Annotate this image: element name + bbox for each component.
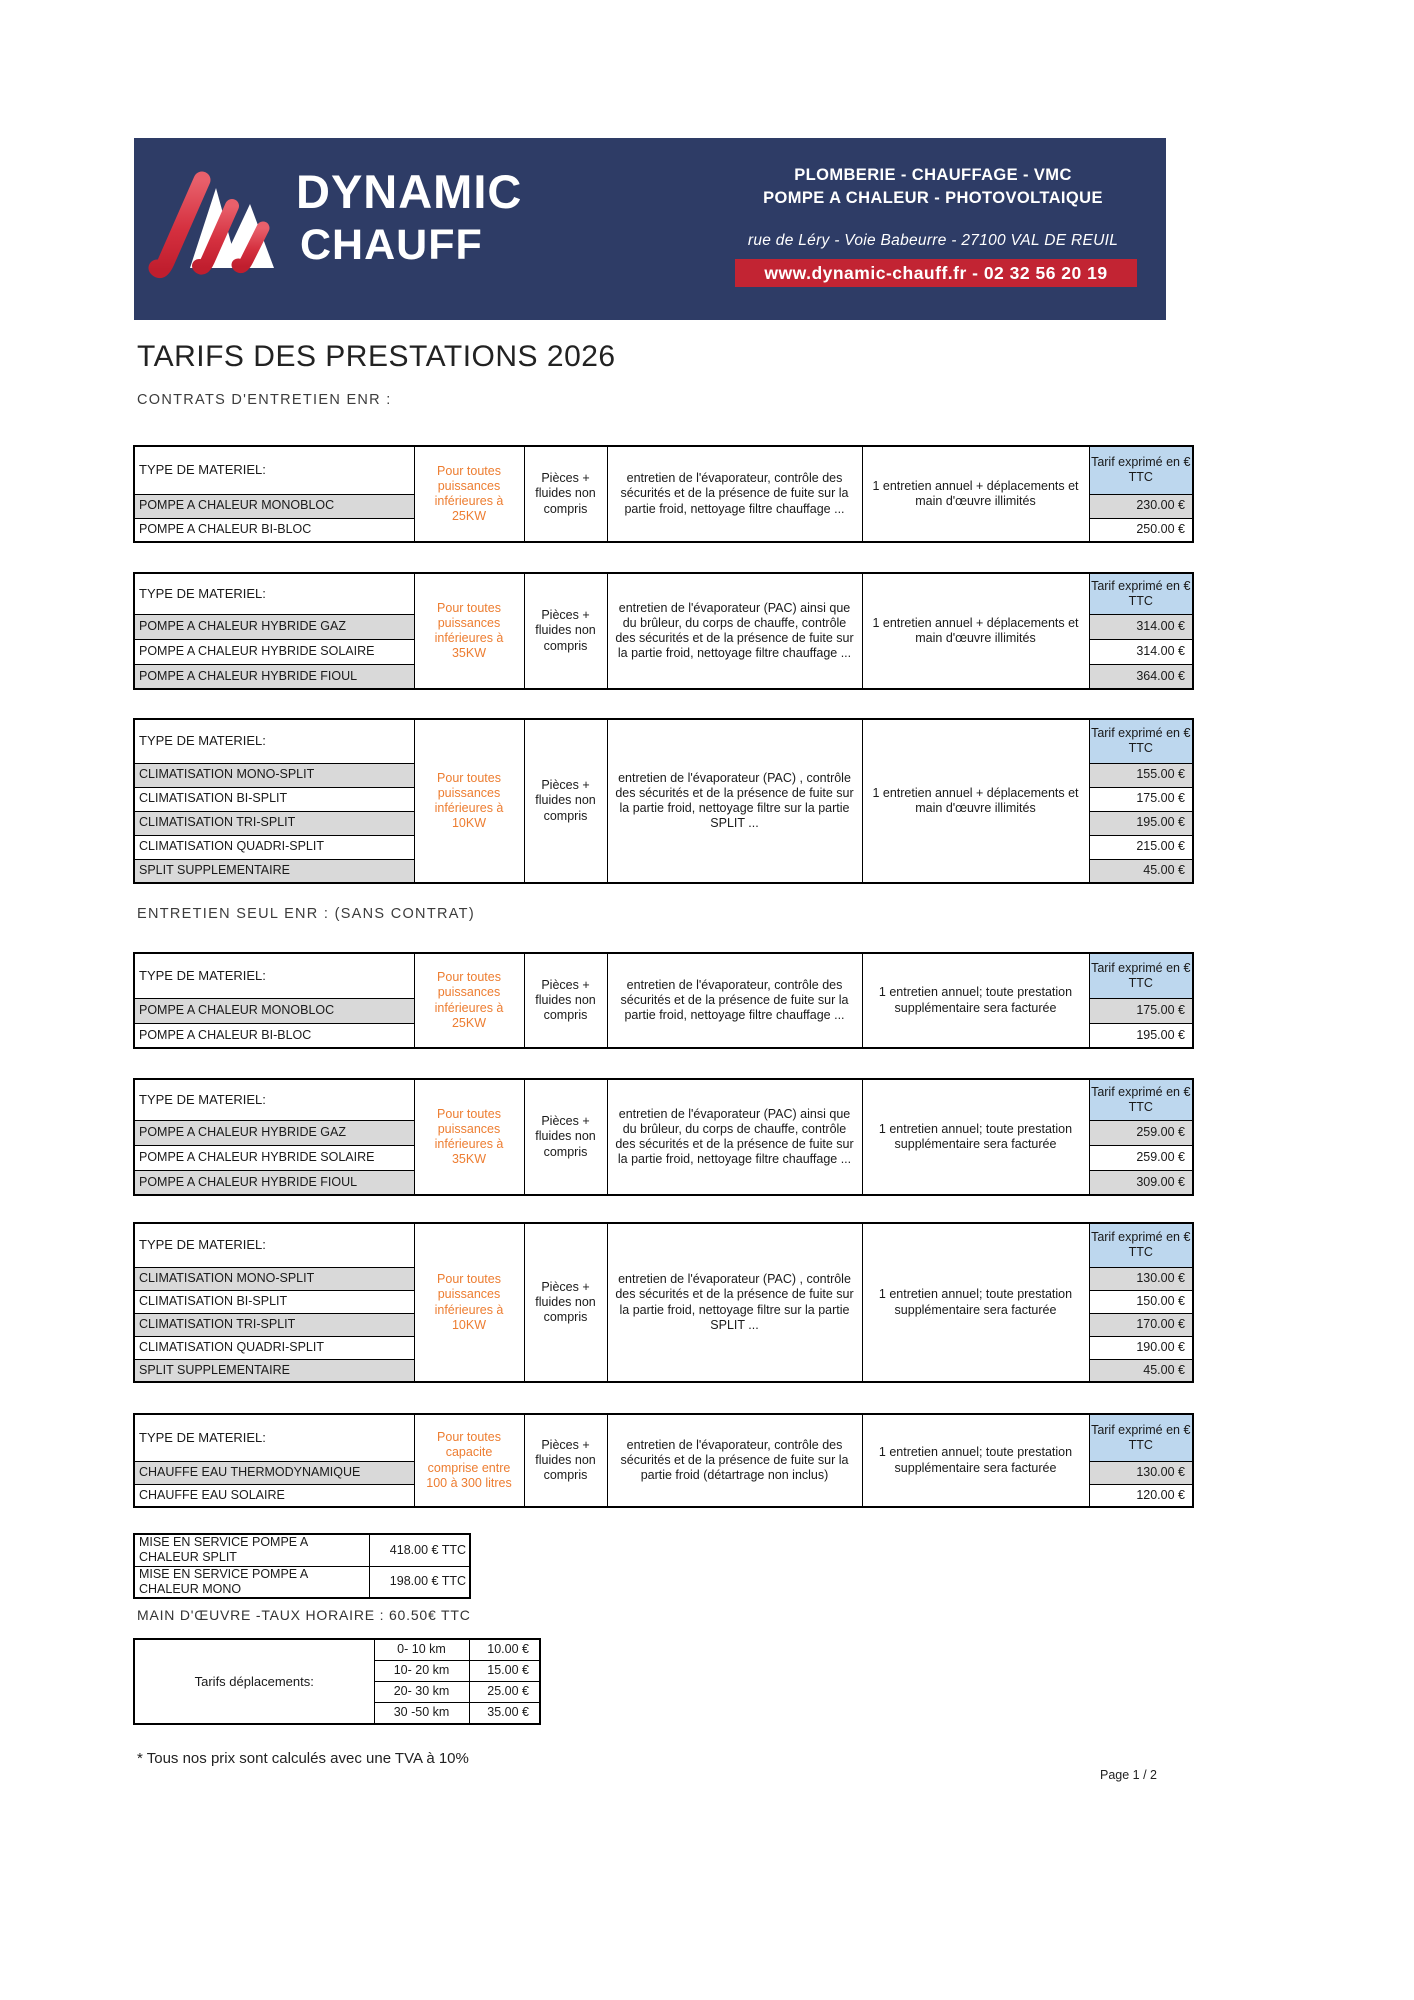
pieces-fluides-cell: Pièces + fluides non compris: [524, 1414, 607, 1507]
service-terms-cell: 1 entretien annuel; toute prestation supplémentaire sera facturée: [862, 1223, 1089, 1382]
material-label: SPLIT SUPPLEMENTAIRE: [134, 1359, 414, 1382]
service-label: MISE EN SERVICE POMPE A CHALEUR SPLIT: [134, 1534, 369, 1566]
pieces-fluides-cell: Pièces + fluides non compris: [524, 573, 607, 689]
material-label: CLIMATISATION MONO-SPLIT: [134, 1267, 414, 1290]
price-value: 195.00 €: [1089, 811, 1193, 835]
price-value: 25.00 €: [469, 1682, 540, 1703]
company-logo-icon: [144, 162, 294, 290]
distance-range: 20- 30 km: [374, 1682, 469, 1703]
deplacements-label: Tarifs déplacements:: [134, 1639, 374, 1724]
tarif-header-cell: Tarif exprimé en € TTC: [1089, 573, 1193, 614]
material-label: POMPE A CHALEUR HYBRIDE GAZ: [134, 614, 414, 639]
tarif-header-cell: Tarif exprimé en € TTC: [1089, 719, 1193, 763]
service-terms-cell: 1 entretien annuel + déplacements et main d'œuvre illimités: [862, 446, 1089, 542]
price-table-contrat-climatisation: [133, 718, 1194, 884]
material-label: POMPE A CHALEUR HYBRIDE FIOUL: [134, 664, 414, 689]
table-grid: [133, 718, 1194, 884]
power-range-cell: Pour toutes puissances inférieures à 35KW: [414, 573, 524, 689]
price-value: 314.00 €: [1089, 639, 1193, 664]
type-de-materiel-header: TYPE DE MATERIEL:: [134, 1223, 414, 1267]
logo-text-dynamic: DYNAMIC: [296, 165, 523, 218]
table-grid: [133, 1222, 1194, 1383]
type-de-materiel-header: TYPE DE MATERIEL:: [134, 719, 414, 763]
page-title: TARIFS DES PRESTATIONS 2026: [137, 340, 616, 373]
service-terms-cell: 1 entretien annuel; toute prestation supplémentaire sera facturée: [862, 1079, 1089, 1195]
power-range-cell: Pour toutes puissances inférieures à 25KW: [414, 446, 524, 542]
type-de-materiel-header: TYPE DE MATERIEL:: [134, 1414, 414, 1461]
material-label: CLIMATISATION QUADRI-SPLIT: [134, 835, 414, 859]
material-label: CLIMATISATION QUADRI-SPLIT: [134, 1336, 414, 1359]
page-number: Page 1 / 2: [1100, 1768, 1157, 1782]
table-row: [134, 1534, 470, 1566]
price-table-contrat-pac: [133, 445, 1194, 543]
price-value: 45.00 €: [1089, 859, 1193, 883]
price-value: 364.00 €: [1089, 664, 1193, 689]
deplacements-table: [133, 1638, 541, 1725]
material-label: POMPE A CHALEUR MONOBLOC: [134, 494, 414, 518]
material-label: CHAUFFE EAU THERMODYNAMIQUE: [134, 1461, 414, 1484]
material-label: CLIMATISATION BI-SPLIT: [134, 1290, 414, 1313]
material-label: CLIMATISATION MONO-SPLIT: [134, 763, 414, 787]
price-value: 230.00 €: [1089, 494, 1193, 518]
table-grid: [133, 445, 1194, 543]
power-range-cell: Pour toutes puissances inférieures à 10KW: [414, 719, 524, 883]
logo-text-chauff: CHAUFF: [300, 221, 483, 269]
description-cell: entretien de l'évaporateur, contrôle des sécurités et de la présence de fuite sur la partie froid (détartrage non inclus): [607, 1414, 862, 1507]
tarif-header-cell: Tarif exprimé en € TTC: [1089, 446, 1193, 494]
type-de-materiel-header: TYPE DE MATERIEL:: [134, 573, 414, 614]
description-cell: entretien de l'évaporateur, contrôle des sécurités et de la présence de fuite sur la partie froid, nettoyage filtre chauffage ...: [607, 953, 862, 1048]
table-grid: [133, 952, 1194, 1049]
tarif-header-cell: Tarif exprimé en € TTC: [1089, 1414, 1193, 1461]
material-label: POMPE A CHALEUR HYBRIDE SOLAIRE: [134, 1145, 414, 1170]
price-value: 130.00 €: [1089, 1461, 1193, 1484]
price-value: 150.00 €: [1089, 1290, 1193, 1313]
power-range-cell: Pour toutes capacite comprise entre 100 à 300 litres: [414, 1414, 524, 1507]
price-table-seul-climatisation: [133, 1222, 1194, 1383]
material-label: POMPE A CHALEUR HYBRIDE FIOUL: [134, 1170, 414, 1195]
material-label: POMPE A CHALEUR MONOBLOC: [134, 998, 414, 1023]
service-terms-cell: 1 entretien annuel; toute prestation supplémentaire sera facturée: [862, 953, 1089, 1048]
website-phone-bar: www.dynamic-chauff.fr - 02 32 56 20 19: [735, 259, 1137, 287]
address-line: rue de Léry - Voie Babeurre - 27100 VAL DE REUIL: [747, 232, 1119, 249]
service-label: MISE EN SERVICE POMPE A CHALEUR MONO: [134, 1566, 369, 1598]
service-terms-cell: 1 entretien annuel + déplacements et main d'œuvre illimités: [862, 719, 1089, 883]
pieces-fluides-cell: Pièces + fluides non compris: [524, 953, 607, 1048]
table-grid: [133, 1533, 471, 1599]
main-oeuvre-note: MAIN D'ŒUVRE -TAUX HORAIRE : 60.50€ TTC: [137, 1607, 471, 1623]
description-cell: entretien de l'évaporateur (PAC) , contrôle des sécurités et de la présence de fuite sur la partie froid, nettoyage filtre sur la partie SPLIT ...: [607, 1223, 862, 1382]
material-label: POMPE A CHALEUR HYBRIDE SOLAIRE: [134, 639, 414, 664]
material-label: POMPE A CHALEUR HYBRIDE GAZ: [134, 1120, 414, 1145]
distance-range: 30 -50 km: [374, 1703, 469, 1725]
price-value: 198.00 € TTC: [369, 1566, 470, 1598]
tarif-header-cell: Tarif exprimé en € TTC: [1089, 1079, 1193, 1120]
table-grid: [133, 1413, 1194, 1508]
price-table-seul-pac: [133, 952, 1194, 1049]
table-grid: [133, 1638, 541, 1725]
price-value: 175.00 €: [1089, 787, 1193, 811]
distance-range: 10- 20 km: [374, 1661, 469, 1682]
price-value: 155.00 €: [1089, 763, 1193, 787]
pieces-fluides-cell: Pièces + fluides non compris: [524, 446, 607, 542]
section-heading-entretien-seul: ENTRETIEN SEUL ENR : (SANS CONTRAT): [137, 906, 475, 922]
services-line-2: POMPE A CHALEUR - PHOTOVOLTAIQUE: [763, 189, 1103, 207]
material-label: CLIMATISATION TRI-SPLIT: [134, 811, 414, 835]
price-value: 309.00 €: [1089, 1170, 1193, 1195]
price-value: 175.00 €: [1089, 998, 1193, 1023]
price-value: 35.00 €: [469, 1703, 540, 1725]
table-row: [134, 1639, 540, 1661]
pieces-fluides-cell: Pièces + fluides non compris: [524, 1079, 607, 1195]
service-terms-cell: 1 entretien annuel + déplacements et main d'œuvre illimités: [862, 573, 1089, 689]
price-table-seul-hybride: [133, 1078, 1194, 1196]
tarif-header-cell: Tarif exprimé en € TTC: [1089, 953, 1193, 998]
tarif-header-cell: Tarif exprimé en € TTC: [1089, 1223, 1193, 1267]
price-value: 130.00 €: [1089, 1267, 1193, 1290]
table-grid: [133, 572, 1194, 690]
description-cell: entretien de l'évaporateur (PAC) , contrôle des sécurités et de la présence de fuite sur la partie froid, nettoyage filtre sur la partie SPLIT ...: [607, 719, 862, 883]
price-table-contrat-hybride: [133, 572, 1194, 690]
table-grid: [133, 1078, 1194, 1196]
description-cell: entretien de l'évaporateur, contrôle des sécurités et de la présence de fuite sur la partie froid, nettoyage filtre chauffage ...: [607, 446, 862, 542]
price-value: 45.00 €: [1089, 1359, 1193, 1382]
tva-footnote: * Tous nos prix sont calculés avec une TVA à 10%: [137, 1750, 469, 1767]
header-band: [134, 138, 1166, 320]
table-row: [134, 1566, 470, 1598]
material-label: CLIMATISATION BI-SPLIT: [134, 787, 414, 811]
price-value: 10.00 €: [469, 1639, 540, 1661]
price-value: 15.00 €: [469, 1661, 540, 1682]
description-cell: entretien de l'évaporateur (PAC) ainsi que du brûleur, du corps de chauffe, contrôle des sécurités et de la présence de fuite sur la partie froid, nettoyage filtre chauffage ...: [607, 1079, 862, 1195]
mise-en-service-table: [133, 1533, 471, 1599]
material-label: SPLIT SUPPLEMENTAIRE: [134, 859, 414, 883]
price-table-chauffe-eau: [133, 1413, 1194, 1508]
price-value: 190.00 €: [1089, 1336, 1193, 1359]
service-terms-cell: 1 entretien annuel; toute prestation supplémentaire sera facturée: [862, 1414, 1089, 1507]
type-de-materiel-header: TYPE DE MATERIEL:: [134, 1079, 414, 1120]
price-value: 215.00 €: [1089, 835, 1193, 859]
material-label: POMPE A CHALEUR BI-BLOC: [134, 1023, 414, 1048]
material-label: CHAUFFE EAU SOLAIRE: [134, 1484, 414, 1507]
pieces-fluides-cell: Pièces + fluides non compris: [524, 1223, 607, 1382]
services-line-1: PLOMBERIE - CHAUFFAGE - VMC: [794, 166, 1072, 184]
price-value: 120.00 €: [1089, 1484, 1193, 1507]
pieces-fluides-cell: Pièces + fluides non compris: [524, 719, 607, 883]
type-de-materiel-header: TYPE DE MATERIEL:: [134, 446, 414, 494]
power-range-cell: Pour toutes puissances inférieures à 35KW: [414, 1079, 524, 1195]
material-label: CLIMATISATION TRI-SPLIT: [134, 1313, 414, 1336]
section-heading-contrats: CONTRATS D'ENTRETIEN ENR :: [137, 392, 392, 408]
price-value: 195.00 €: [1089, 1023, 1193, 1048]
power-range-cell: Pour toutes puissances inférieures à 10KW: [414, 1223, 524, 1382]
price-value: 418.00 € TTC: [369, 1534, 470, 1566]
description-cell: entretien de l'évaporateur (PAC) ainsi que du brûleur, du corps de chauffe, contrôle des sécurités et de la présence de fuite sur la partie froid, nettoyage filtre chauffage ...: [607, 573, 862, 689]
price-value: 259.00 €: [1089, 1145, 1193, 1170]
material-label: POMPE A CHALEUR BI-BLOC: [134, 518, 414, 542]
price-value: 314.00 €: [1089, 614, 1193, 639]
distance-range: 0- 10 km: [374, 1639, 469, 1661]
type-de-materiel-header: TYPE DE MATERIEL:: [134, 953, 414, 998]
power-range-cell: Pour toutes puissances inférieures à 25KW: [414, 953, 524, 1048]
price-value: 170.00 €: [1089, 1313, 1193, 1336]
price-value: 259.00 €: [1089, 1120, 1193, 1145]
price-value: 250.00 €: [1089, 518, 1193, 542]
